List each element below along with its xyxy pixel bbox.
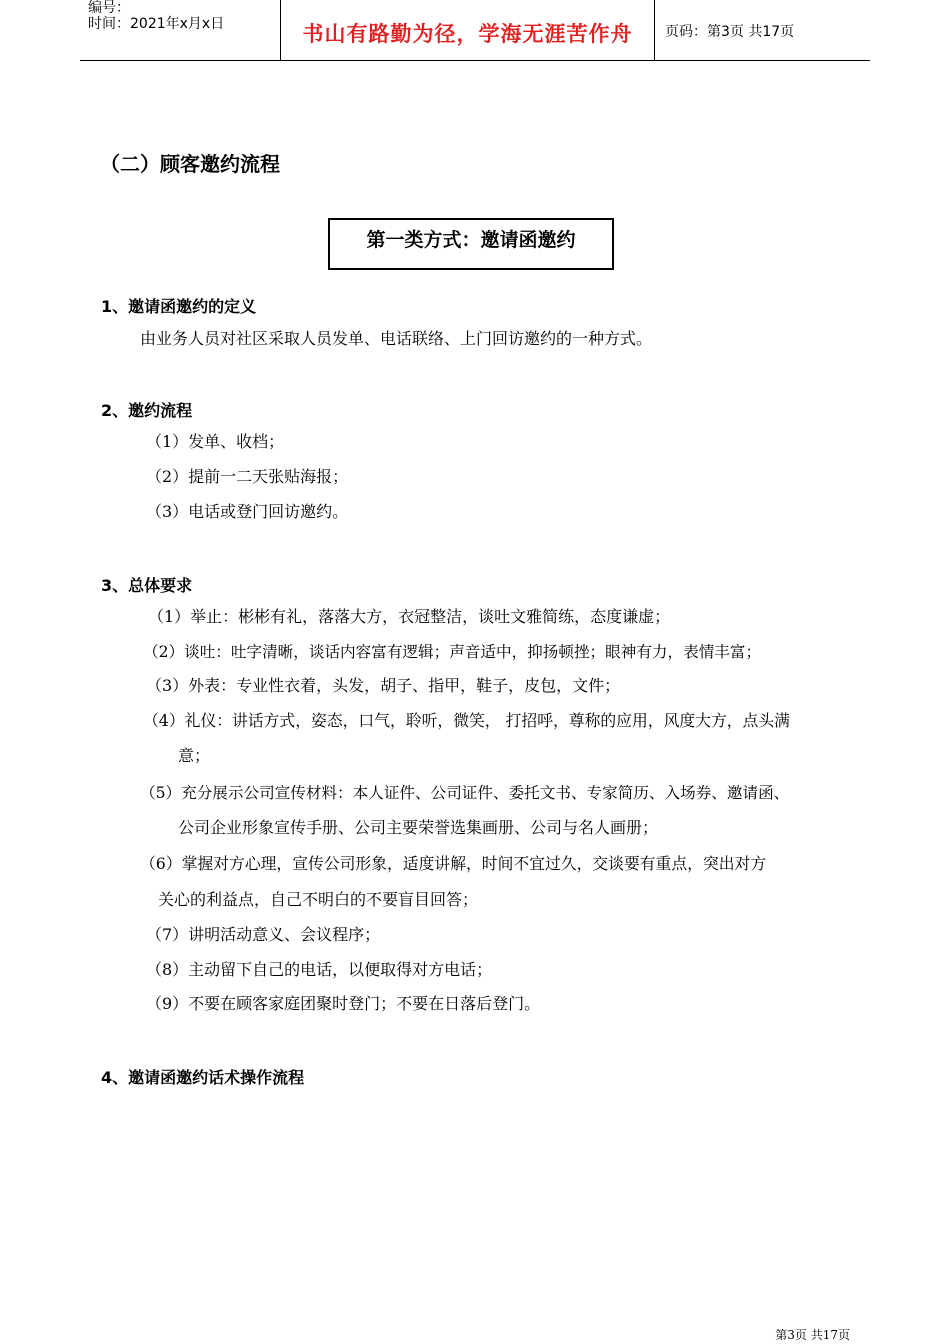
- requirement-item: （7）讲明活动意义、会议程序；: [146, 925, 381, 944]
- process-item: （2）提前一二天张贴海报；: [146, 467, 349, 486]
- number-label: 编号：: [88, 0, 130, 16]
- requirement-item: （3）外表：专业性衣着，头发，胡子、指甲，鞋子，皮包，文件；: [146, 676, 621, 695]
- heading-requirements: 3、总体要求: [101, 576, 193, 595]
- requirement-item: （2）谈吐：吐字清晰，谈话内容富有逻辑；声音适中，抑扬顿挫；眼神有力，表情丰富；: [143, 643, 762, 661]
- time-label: 时间：2021年x月x日: [88, 16, 225, 32]
- motto: 书山有路勤为径，学海无涯苦作舟: [302, 22, 633, 46]
- page-footer: 第3页 共17页: [775, 1328, 850, 1342]
- heading-script-flow: 4、邀请函邀约话术操作流程: [101, 1068, 305, 1087]
- method-box-title: 第一类方式：邀请函邀约: [366, 229, 576, 251]
- page-code: 页码：第3页 共17页: [665, 24, 795, 40]
- section-title: （二）顾客邀约流程: [100, 152, 280, 176]
- header-motto-cell: [281, 0, 655, 60]
- heading-process: 2、邀约流程: [101, 401, 193, 420]
- requirement-item: （4）礼仪：讲话方式，姿态，口气，聆听，微笑， 打招呼，尊称的应用，风度大方，点头满: [143, 711, 790, 730]
- process-item: （1）发单、收档；: [146, 432, 285, 451]
- requirement-item: （6）掌握对方心理，宣传公司形象，适度讲解，时间不宜过久，交谈要有重点，突出对方: [140, 854, 767, 873]
- page-header: [80, 0, 870, 61]
- requirement-item: （8）主动留下自己的电话，以便取得对方电话；: [146, 960, 493, 979]
- requirement-item: （5）充分展示公司宣传材料：本人证件、公司证件、委托文书、专家简历、入场券、邀请函、: [140, 784, 790, 802]
- method-box: [328, 218, 614, 270]
- definition-text: 由业务人员对社区采取人员发单、电话联络、上门回访邀约的一种方式。: [140, 329, 653, 348]
- header-page-cell: [655, 0, 870, 60]
- header-meta: [80, 0, 281, 60]
- requirement-item: （1）举止：彬彬有礼，落落大方，衣冠整洁，谈吐文雅简练，态度谦虚；: [148, 607, 671, 626]
- requirement-item: （9）不要在顾客家庭团聚时登门；不要在日落后登门。: [146, 994, 541, 1013]
- requirement-item-continued: 公司企业形象宣传手册、公司主要荣誉选集画册、公司与名人画册；: [178, 818, 659, 837]
- process-item: （3）电话或登门回访邀约。: [146, 502, 349, 521]
- requirement-item-continued: 意；: [178, 746, 211, 765]
- heading-definition: 1、邀请函邀约的定义: [101, 297, 257, 316]
- requirement-item-continued: 关心的利益点，自己不明白的不要盲目回答；: [158, 890, 479, 909]
